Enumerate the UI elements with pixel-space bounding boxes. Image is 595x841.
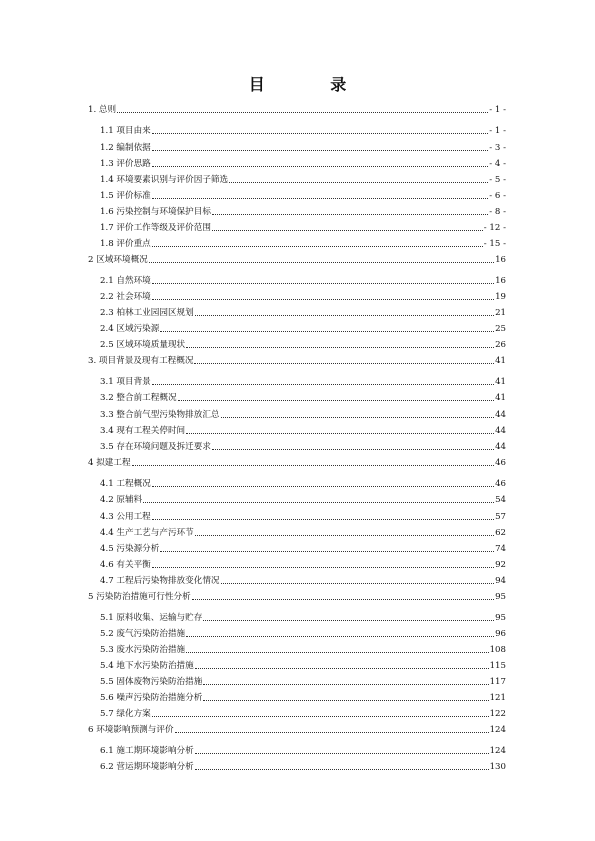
toc-entry-label: 2.4 区域污染源 xyxy=(100,324,160,334)
toc-page-number: 19 xyxy=(495,292,506,302)
toc-entry-label: 1.4 环境要素识别与评价因子筛选 xyxy=(100,175,229,185)
toc-dot-leader xyxy=(203,700,488,701)
toc-entry-label: 4.6 有关平衡 xyxy=(100,560,151,570)
toc-section-entry[interactable] xyxy=(100,124,506,136)
toc-dot-leader xyxy=(152,384,494,385)
toc-section-entry[interactable] xyxy=(100,440,506,452)
toc-dot-leader xyxy=(192,599,494,600)
toc-dot-leader xyxy=(195,315,494,316)
toc-entry-label: 1.2 编制依据 xyxy=(100,143,151,153)
toc-dot-leader xyxy=(117,112,488,113)
toc-page-number: - 3 - xyxy=(489,143,506,153)
toc-entry-label: 1.1 项目由来 xyxy=(100,126,151,136)
toc-dot-leader xyxy=(212,214,488,215)
toc-page-number: 122 xyxy=(489,709,506,719)
toc-page-number: 46 xyxy=(495,458,506,468)
toc-page-number: 96 xyxy=(495,629,506,639)
toc-page-number: 121 xyxy=(489,693,506,703)
toc-page-number: - 6 - xyxy=(489,191,506,201)
toc-page-number: 41 xyxy=(495,356,506,366)
toc-page-number: 44 xyxy=(495,442,506,452)
toc-dot-leader xyxy=(152,299,494,300)
toc-entry-label: 4.1 工程概况 xyxy=(100,479,151,489)
toc-entry-label: 2 区域环境概况 xyxy=(88,255,148,265)
toc-section-entry[interactable] xyxy=(100,707,506,719)
toc-section-entry[interactable] xyxy=(100,558,506,570)
toc-entry-label: 6 环境影响预测与评价 xyxy=(88,725,174,735)
toc-dot-leader xyxy=(152,133,488,134)
toc-dot-leader xyxy=(149,262,494,263)
toc-dot-leader xyxy=(203,620,494,621)
toc-section-entry[interactable] xyxy=(100,760,506,772)
toc-page-number: - 8 - xyxy=(489,207,506,217)
toc-entry-label: 1.5 评价标准 xyxy=(100,191,151,201)
toc-dot-leader xyxy=(152,166,488,167)
toc-page-number: - 4 - xyxy=(489,159,506,169)
toc-section-entry[interactable] xyxy=(100,290,506,302)
toc-dot-leader xyxy=(186,347,494,348)
toc-dot-leader xyxy=(195,668,489,669)
toc-section-entry[interactable] xyxy=(100,322,506,334)
toc-section-entry[interactable] xyxy=(100,643,506,655)
toc-entry-label: 4 拟建工程 xyxy=(88,458,131,468)
toc-entry-label: 4.4 生产工艺与产污环节 xyxy=(100,528,194,538)
toc-dot-leader xyxy=(152,716,489,717)
toc-page-number: 46 xyxy=(495,479,506,489)
toc-section-entry[interactable] xyxy=(100,542,506,554)
toc-entry-label: 3.2 整合前工程概况 xyxy=(100,393,177,403)
toc-chapter-entry[interactable] xyxy=(88,354,506,366)
toc-page-number: 62 xyxy=(495,528,506,538)
toc-entry-label: 4.2 原辅料 xyxy=(100,495,143,505)
toc-page-number: 16 xyxy=(495,255,506,265)
toc-section-entry[interactable] xyxy=(100,221,506,233)
toc-dot-leader xyxy=(143,502,494,503)
toc-entry-label: 6.2 营运期环境影响分析 xyxy=(100,762,194,772)
toc-dot-leader xyxy=(229,182,488,183)
toc-dot-leader xyxy=(195,535,494,536)
toc-page-number: 54 xyxy=(495,495,506,505)
toc-chapter-entry[interactable] xyxy=(88,253,506,265)
toc-entry-label: 1. 总则 xyxy=(88,105,117,115)
toc-entry-label: 2.5 区域环境质量现状 xyxy=(100,340,186,350)
toc-entry-label: 5.3 废水污染防治措施 xyxy=(100,645,186,655)
toc-section-entry[interactable] xyxy=(100,189,506,201)
toc-page-number: 117 xyxy=(489,677,506,687)
toc-entry-label: 5.2 废气污染防治措施 xyxy=(100,629,186,639)
toc-section-entry[interactable] xyxy=(100,141,506,153)
toc-dot-leader xyxy=(152,198,488,199)
toc-section-entry[interactable] xyxy=(100,237,506,249)
toc-entry-label: 5.7 绿化方案 xyxy=(100,709,151,719)
toc-page-number: - 15 - xyxy=(483,239,506,249)
toc-section-entry[interactable] xyxy=(100,274,506,286)
toc-page-number: - 1 - xyxy=(489,126,506,136)
toc-page-number: - 12 - xyxy=(483,223,506,233)
toc-dot-leader xyxy=(152,246,483,247)
toc-dot-leader xyxy=(152,567,494,568)
toc-dot-leader xyxy=(194,363,494,364)
toc-page-number: 94 xyxy=(495,576,506,586)
toc-dot-leader xyxy=(212,230,483,231)
toc-entry-label: 5.6 噪声污染防治措施分析 xyxy=(100,693,203,703)
toc-section-entry[interactable] xyxy=(100,173,506,185)
toc-section-entry[interactable] xyxy=(100,157,506,169)
toc-page-number: 57 xyxy=(495,512,506,522)
toc-dot-leader xyxy=(186,433,494,434)
toc-entry-label: 1.6 污染控制与环境保护目标 xyxy=(100,207,211,217)
toc-entry-label: 2.1 自然环境 xyxy=(100,276,151,286)
toc-dot-leader xyxy=(212,449,494,450)
toc-entry-label: 3.5 存在环境问题及拆迁要求 xyxy=(100,442,211,452)
toc-dot-leader xyxy=(160,331,494,332)
toc-dot-leader xyxy=(186,652,488,653)
toc-section-entry[interactable] xyxy=(100,306,506,318)
toc-section-entry[interactable] xyxy=(100,526,506,538)
toc-entry-label: 3.1 项目背景 xyxy=(100,377,151,387)
toc-page-number: 26 xyxy=(495,340,506,350)
toc-entry-label: 1.8 评价重点 xyxy=(100,239,151,249)
toc-dot-leader xyxy=(132,465,494,466)
toc-section-entry[interactable] xyxy=(100,744,506,756)
toc-entry-label: 4.5 污染源分析 xyxy=(100,544,160,554)
toc-page-number: 130 xyxy=(489,762,506,772)
toc-section-entry[interactable] xyxy=(100,477,506,489)
toc-dot-leader xyxy=(221,417,495,418)
toc-dot-leader xyxy=(186,636,494,637)
toc-entry-label: 3.3 整合前气型污染物排放汇总 xyxy=(100,410,220,420)
toc-dot-leader xyxy=(195,769,489,770)
toc-dot-leader xyxy=(160,551,494,552)
toc-chapter-entry[interactable] xyxy=(88,723,506,735)
toc-page-number: 95 xyxy=(495,592,506,602)
toc-page-number: 25 xyxy=(495,324,506,334)
toc-dot-leader xyxy=(152,519,494,520)
toc-entry-label: 2.3 柏林工业园园区规划 xyxy=(100,308,194,318)
toc-entry-label: 5 污染防治措施可行性分析 xyxy=(88,592,191,602)
toc-section-entry[interactable] xyxy=(100,391,506,403)
toc-dot-leader xyxy=(221,583,495,584)
toc-dot-leader xyxy=(178,400,495,401)
toc-page-number: 95 xyxy=(495,613,506,623)
toc-section-entry[interactable] xyxy=(100,510,506,522)
toc-dot-leader xyxy=(152,283,494,284)
page-title: 目 录 xyxy=(248,75,377,94)
toc-chapter-entry[interactable] xyxy=(88,456,506,468)
toc-section-entry[interactable] xyxy=(100,205,506,217)
toc-entry-label: 2.2 社会环境 xyxy=(100,292,151,302)
toc-page-number: 115 xyxy=(489,661,506,671)
toc-entry-label: 4.7 工程后污染物排放变化情况 xyxy=(100,576,220,586)
toc-dot-leader xyxy=(203,684,488,685)
toc-page-number: 16 xyxy=(495,276,506,286)
toc-page-number: 108 xyxy=(489,645,506,655)
toc-section-entry[interactable] xyxy=(100,338,506,350)
toc-section-entry[interactable] xyxy=(100,627,506,639)
toc-dot-leader xyxy=(152,486,494,487)
toc-section-entry[interactable] xyxy=(100,675,506,687)
toc-entry-label: 5.4 地下水污染防治措施 xyxy=(100,661,194,671)
toc-page-number: 74 xyxy=(495,544,506,554)
toc-entry-label: 5.1 原料收集、运输与贮存 xyxy=(100,613,203,623)
toc-dot-leader xyxy=(195,753,489,754)
toc-section-entry[interactable] xyxy=(100,611,506,623)
toc-section-entry[interactable] xyxy=(100,691,506,703)
toc-page-number: 92 xyxy=(495,560,506,570)
toc-page-number: 44 xyxy=(495,426,506,436)
toc-page-number: - 5 - xyxy=(489,175,506,185)
toc-page-number: 124 xyxy=(489,746,506,756)
toc-chapter-entry[interactable] xyxy=(88,103,506,115)
toc-entry-label: 6.1 施工期环境影响分析 xyxy=(100,746,194,756)
toc-page-number: - 1 - xyxy=(489,105,506,115)
toc-section-entry[interactable] xyxy=(100,659,506,671)
toc-page-number: 44 xyxy=(495,410,506,420)
toc-chapter-entry[interactable] xyxy=(88,590,506,602)
toc-page-number: 41 xyxy=(495,393,506,403)
toc-page-number: 41 xyxy=(495,377,506,387)
toc-section-entry[interactable] xyxy=(100,408,506,420)
toc-entry-label: 3. 项目背景及现有工程概况 xyxy=(88,356,194,366)
toc-section-entry[interactable] xyxy=(100,493,506,505)
toc-page-number: 124 xyxy=(489,725,506,735)
toc-entry-label: 4.3 公用工程 xyxy=(100,512,151,522)
toc-dot-leader xyxy=(152,150,488,151)
toc-entry-label: 1.7 评价工作等级及评价范围 xyxy=(100,223,211,233)
toc-entry-label: 3.4 现有工程关停时间 xyxy=(100,426,186,436)
toc-section-entry[interactable] xyxy=(100,375,506,387)
toc-dot-leader xyxy=(175,732,489,733)
toc-entry-label: 5.5 固体废物污染防治措施 xyxy=(100,677,203,687)
toc-section-entry[interactable] xyxy=(100,424,506,436)
toc-page-number: 21 xyxy=(495,308,506,318)
toc-entry-label: 1.3 评价思路 xyxy=(100,159,151,169)
toc-section-entry[interactable] xyxy=(100,574,506,586)
